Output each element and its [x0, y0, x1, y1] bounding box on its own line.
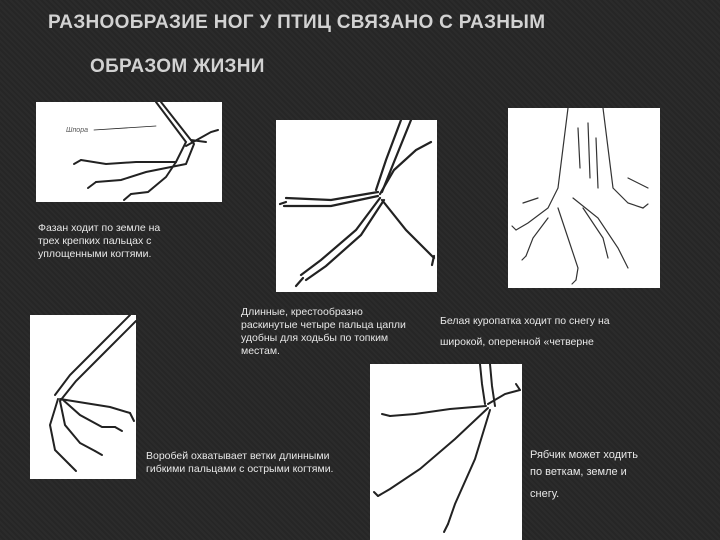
heron-foot-image — [276, 120, 437, 292]
slide-title-line-2: ОБРАЗОМ ЖИЗНИ — [90, 56, 265, 77]
ptarmigan-caption-line-2: широкой, оперенной «четверне — [440, 336, 594, 348]
pheasant-foot-image — [36, 102, 222, 202]
grouse-foot-image — [370, 364, 522, 540]
sparrow-foot-image — [30, 315, 136, 479]
slide-title-line-1: РАЗНООБРАЗИЕ НОГ У ПТИЦ СВЯЗАНО С РАЗНЫМ — [48, 12, 546, 33]
sparrow-caption: Воробей охватывает ветки длинными гибкими пальцами с острыми когтями. — [146, 450, 334, 475]
pheasant-caption: Фазан ходит по земле на трех крепких пальцах с уплощенными когтями. — [38, 222, 161, 260]
ptarmigan-caption-line-1: Белая куропатка ходит по снегу на — [440, 315, 610, 327]
grouse-caption-line-1: Рябчик может ходить — [530, 449, 638, 461]
ptarmigan-foot-image — [508, 108, 660, 288]
grouse-caption-line-3: снегу. — [530, 488, 560, 500]
heron-caption: Длинные, крестообразно раскинутые четыре пальца цапли удобны для ходьбы по топким местам. — [241, 306, 406, 357]
grouse-caption-line-2: по веткам, земле и — [530, 466, 627, 478]
spur-label: Шпора — [66, 127, 88, 134]
